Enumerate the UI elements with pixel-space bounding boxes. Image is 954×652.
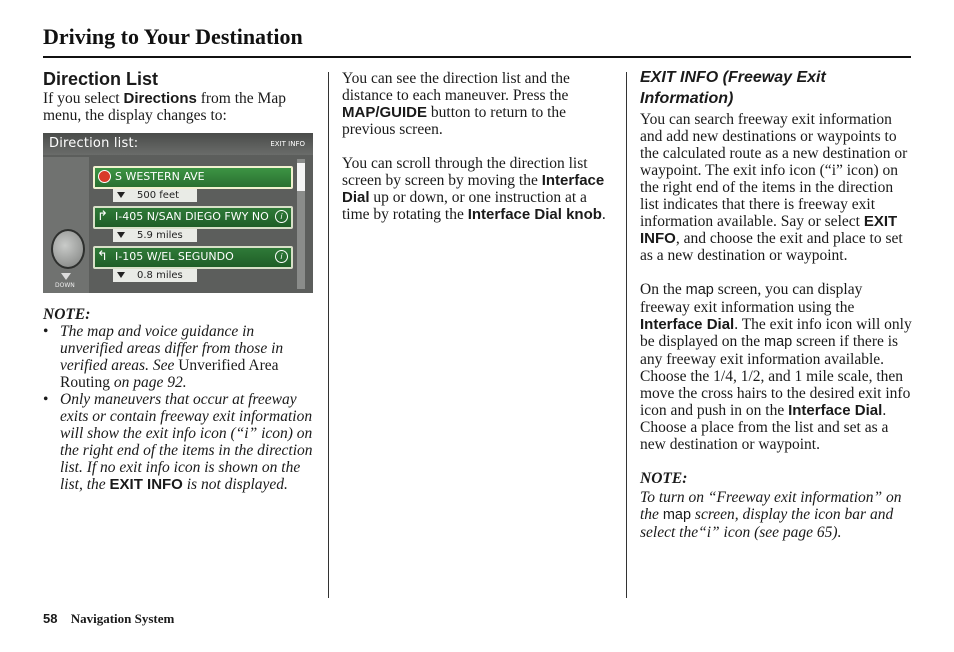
exit-info-icon: i [275,210,288,223]
column-divider-1 [328,72,329,598]
direction-row: ↰ I-105 W/EL SEGUNDO i [93,246,293,269]
down-arrow-icon [61,273,71,280]
down-triangle-icon [117,192,125,198]
direction-list-screenshot [43,133,313,293]
distance-label: 0.8 miles [113,269,197,282]
footer-label: Navigation System [70,611,175,626]
side-panel [43,157,89,293]
note-heading: NOTE: [43,306,91,323]
paragraph: You can see the direction list and the distance to each maneuver. Press the MAP/GUIDE button to return to the previous screen. [342,70,570,138]
turn-left-arrow-icon: ↰ [97,249,108,264]
note-item: • The map and voice guidance in unverified areas differ from those in verified areas. See Unverified Area Routing on page 92. [43,323,315,391]
intro-paragraph: If you select Directions from the Map menu, the display changes to: [43,90,286,124]
column-divider-2 [626,72,627,598]
page-footer [43,611,174,627]
paragraph: On the map screen, you can display freeway exit information using the Interface Dial. The exit info icon will only be displayed on the map screen if there is any freeway exit information available. Choose the 1/4, 1/2, and 1 mile scale, then move the cross hairs to the desired exit info icon and push in on the Interface Dial. Choose a place from the list and set as a new destination or waypoint. [640,281,912,453]
column-3 [640,67,912,541]
dial-icon [51,229,85,269]
note-text: To turn on “Freeway exit information” on the map screen, display the icon bar and select the“i” icon (see page 65). [640,489,902,541]
down-triangle-icon [117,272,125,278]
exit-info-label: EXIT INFO [270,140,305,148]
paragraph: You can search freeway exit information and add new destinations or waypoints to the calculated route as a new destination or waypoint. The exit info icon (“i” icon) on the right end of the items in the direction list indicates that there is freeway exit information available. Say or select EXIT INFO, and choose the exit and place to set as a new destination or waypoint. [640,111,908,264]
note-heading: NOTE: [640,470,688,487]
column-1-notes [43,306,315,493]
distance-label: 5.9 miles [113,229,197,242]
screen-title: Direction list: [49,136,139,151]
turn-right-arrow-icon: ↱ [97,209,108,224]
destination-marker-icon [98,170,111,183]
page-number: 58 [43,611,58,626]
note-list [43,323,315,493]
direction-row: S WESTERN AVE [93,166,293,189]
screen-header [43,133,313,155]
down-triangle-icon [117,232,125,238]
direction-row: ↱ I-405 N/SAN DIEGO FWY NO i [93,206,293,229]
title-divider [43,56,911,58]
scrollbar-thumb [297,163,305,191]
section-heading-direction-list: Direction List [43,69,159,89]
page-title: Driving to Your Destination [43,24,303,49]
exit-info-icon: i [275,250,288,263]
column-2 [342,70,614,223]
column-1 [43,68,315,124]
distance-label: 500 feet [113,189,197,202]
down-label: DOWN [55,282,75,289]
note-item: • Only maneuvers that occur at freeway exits or contain freeway exit information will show the exit info icon (“i” icon) on the right end of the items in the direction list. If no exit info icon is shown on the list, the EXIT INFO is not displayed. [43,391,315,493]
paragraph: You can scroll through the direction list screen by screen by moving the Interface Dial up or down, or one instruction at a time by rotating the Interface Dial knob. [342,155,606,223]
section-heading-exit-info: EXIT INFO (Freeway Exit Information) [640,69,826,107]
